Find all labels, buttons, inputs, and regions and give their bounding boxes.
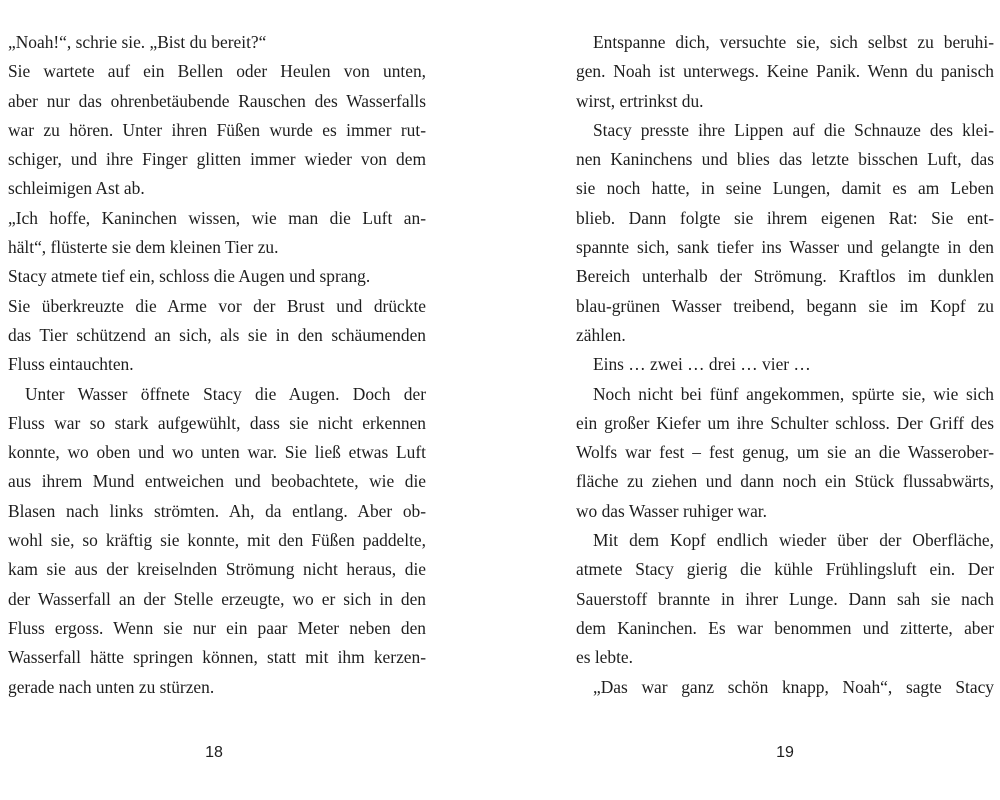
text-line: schiger, und ihre Finger glitten immer wieder von dem xyxy=(8,149,426,170)
text-line: zählen. xyxy=(576,324,626,345)
text-line: Fluss ergoss. Wenn sie nur ein paar Meter neben den xyxy=(8,617,426,638)
page-number-left: 18 xyxy=(205,744,223,761)
page-number-right: 19 xyxy=(776,744,794,761)
text-line: spannte sich, sank tiefer ins Wasser und gelangte in den xyxy=(576,237,994,258)
text-line: Mit dem Kopf endlich wieder über der Oberfläche, xyxy=(593,530,994,551)
text-line: atmete Stacy gierig die kühle Frühlingsluft ein. Der xyxy=(576,559,994,580)
text-line: der Wasserfall an der Stelle erzeugte, wo er sich in den xyxy=(8,588,426,609)
text-line: Bereich unterhalb der Strömung. Kraftlos im dunklen xyxy=(576,266,994,287)
text-line: nen Kaninchens und blies das letzte bisschen Luft, das xyxy=(576,149,994,170)
right-page-text xyxy=(576,28,994,702)
text-line: wirst, ertrinkst du. xyxy=(576,90,704,111)
text-line: Sauerstoff brannte in ihrer Lunge. Dann sah sie nach xyxy=(576,588,994,609)
text-line: Sie wartete auf ein Bellen oder Heulen von unten, xyxy=(8,61,426,82)
text-line: sie noch hatte, in seine Lungen, damit es am Leben xyxy=(576,178,994,199)
text-line: hält“, flüsterte sie dem kleinen Tier zu. xyxy=(8,237,279,258)
text-line: kam sie aus der kreiselnden Strömung nicht heraus, die xyxy=(8,559,426,580)
text-line: aber nur das ohrenbetäubende Rauschen des Wasserfalls xyxy=(8,90,426,111)
text-line: Stacy presste ihre Lippen auf die Schnauze des klei- xyxy=(593,119,994,140)
text-line: Noch nicht bei fünf angekommen, spürte sie, wie sich xyxy=(593,383,994,404)
text-line: Unter Wasser öffnete Stacy die Augen. Doch der xyxy=(25,383,426,404)
text-line: gen. Noah ist unterwegs. Keine Panik. Wenn du panisch xyxy=(576,61,994,82)
text-line: konnte, wo oben und wo unten war. Sie ließ etwas Luft xyxy=(8,442,426,463)
text-line: Blasen nach links strömten. Ah, da entlang. Aber ob- xyxy=(8,500,426,521)
text-line: „Noah!“, schrie sie. „Bist du bereit?“ xyxy=(8,32,267,52)
text-line: wohl sie, so kräftig sie konnte, mit den Füßen paddelte, xyxy=(8,530,426,551)
text-line: dem Kaninchen. Es war benommen und zitterte, aber xyxy=(576,617,994,638)
text-line: Sie überkreuzte die Arme vor der Brust und drückte xyxy=(8,295,426,316)
text-line: das Tier schützend an sich, als sie in den schäumenden xyxy=(8,324,426,345)
text-line: es lebte. xyxy=(576,647,633,668)
text-line: schleimigen Ast ab. xyxy=(8,178,145,199)
text-line: blieb. Dann folgte sie ihrem eigenen Rat: Sie ent- xyxy=(576,207,994,228)
text-line: „Ich hoffe, Kaninchen wissen, wie man die Luft an- xyxy=(8,207,426,228)
text-line: fläche zu ziehen und dann noch ein Stück flussabwärts, xyxy=(576,471,994,492)
text-line: Fluss eintauchten. xyxy=(8,354,134,375)
text-line: aus ihrem Mund entweichen und beobachtete, wie die xyxy=(8,471,426,492)
text-line: Stacy atmete tief ein, schloss die Augen und sprang. xyxy=(8,266,371,287)
text-line: Fluss war so stark aufgewühlt, dass sie nicht erkennen xyxy=(8,412,426,433)
text-line: Entspanne dich, versuchte sie, sich selbst zu beruhi- xyxy=(593,32,994,52)
text-line: blau-grünen Wasser treibend, begann sie im Kopf zu xyxy=(576,295,994,316)
text-line: Wolfs war fest – fest genug, um sie an die Wasserober- xyxy=(576,442,994,463)
text-line: Wasserfall hätte springen können, statt mit ihm kerzen- xyxy=(8,647,426,668)
text-line: war zu hören. Unter ihren Füßen wurde es immer rut- xyxy=(8,119,426,140)
left-page-text xyxy=(8,28,426,702)
text-line: wo das Wasser ruhiger war. xyxy=(576,500,767,521)
text-line: „Das war ganz schön knapp, Noah“, sagte Stacy xyxy=(593,676,994,697)
text-line: ein großer Kiefer um ihre Schulter schloss. Der Griff des xyxy=(576,412,994,433)
text-line: gerade nach unten zu stürzen. xyxy=(8,676,215,697)
text-line: Eins … zwei … drei … vier … xyxy=(593,354,811,375)
